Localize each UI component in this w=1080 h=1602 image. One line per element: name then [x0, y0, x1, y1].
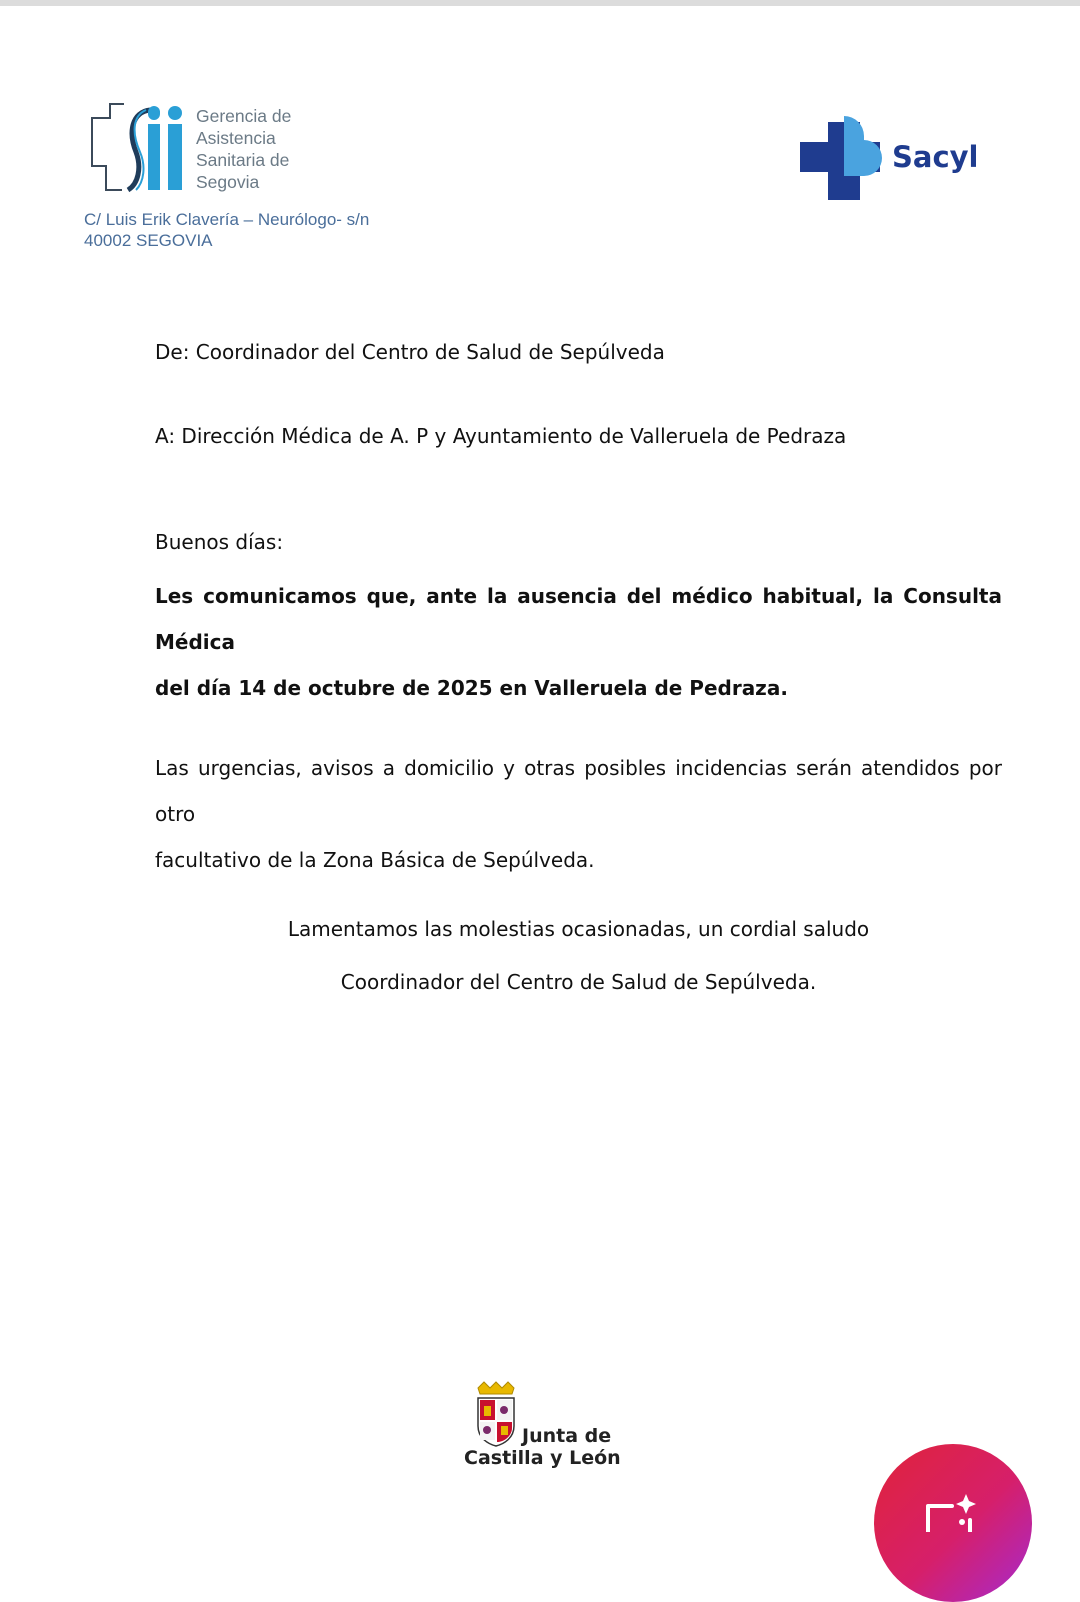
org-line: Gerencia de — [196, 106, 292, 126]
address-street: C/ Luis Erik Clavería – Neurólogo- s/n — [84, 210, 370, 229]
gass-logo-icon — [88, 102, 188, 194]
sacyl-brand: Sacyl — [892, 140, 979, 174]
urgencies-line: Las urgencias, avisos a domicilio y otras posibles incidencias serán atendidos por otro — [155, 756, 1002, 826]
org-line: Asistencia — [196, 128, 276, 148]
sacyl-cross-icon — [800, 114, 890, 202]
letter-to: A: Dirección Médica de A. P y Ayuntamiento de Valleruela de Pedraza — [155, 424, 847, 448]
edit-sparkle-icon — [922, 1492, 986, 1532]
junta-line: Junta de — [522, 1425, 612, 1447]
announcement-paragraph — [155, 573, 1002, 711]
address — [84, 209, 369, 251]
org-line: Segovia — [196, 172, 260, 192]
signature-text: Coordinador del Centro de Salud de Sepúlveda. — [340, 970, 817, 994]
top-status-bar — [0, 0, 1080, 6]
organization-name — [196, 105, 291, 193]
junta-line: Castilla y León — [464, 1447, 621, 1469]
urgencies-line: facultativo de la Zona Básica de Sepúlveda. — [155, 848, 595, 872]
urgencies-paragraph — [155, 745, 1002, 883]
announcement-line: del día 14 de octubre de 2025 en Valleruela de Pedraza. — [155, 676, 788, 700]
address-city: 40002 SEGOVIA — [84, 231, 213, 250]
org-line: Sanitaria de — [196, 150, 290, 170]
announcement-line: Les comunicamos que, ante la ausencia del médico habitual, la Consulta Médica — [155, 584, 1002, 654]
junta-logo-text — [464, 1425, 621, 1469]
closing-text: Lamentamos las molestias ocasionadas, un cordial saludo — [287, 917, 870, 941]
letter-greeting: Buenos días: — [155, 530, 284, 554]
letter-from: De: Coordinador del Centro de Salud de Sepúlveda — [155, 340, 665, 364]
